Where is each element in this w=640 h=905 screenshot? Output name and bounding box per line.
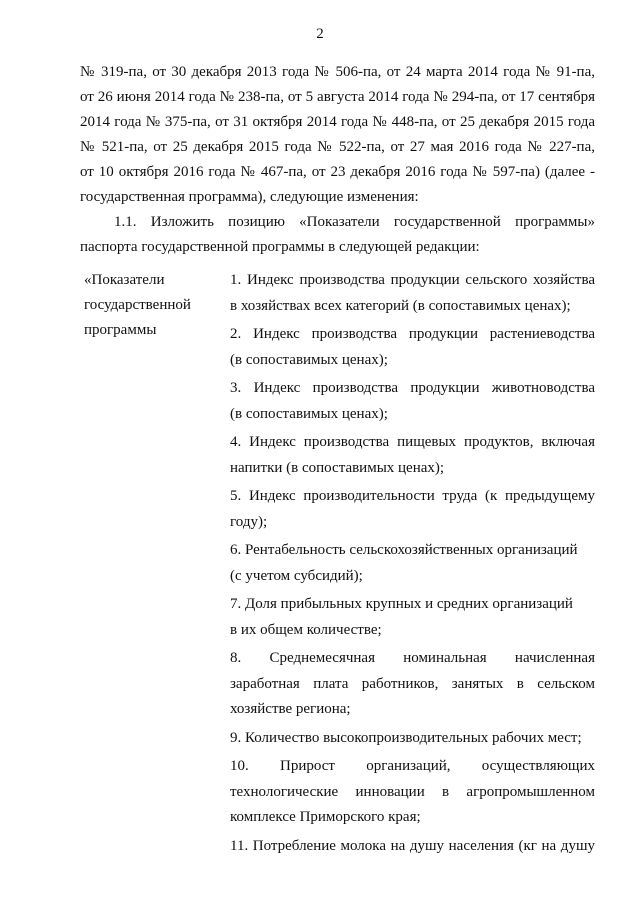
indicator-line: 8. Среднемесячная номинальная начисленная (230, 650, 595, 666)
indicator-item (230, 726, 595, 752)
intro-line: 2014 года № 375-па, от 31 октября 2014 года № 448-па, от 25 декабря 2015 года (80, 114, 595, 130)
indicator-line: напитки (в сопоставимых ценах); (230, 459, 445, 476)
indicator-item (230, 538, 595, 589)
indicator-item (230, 430, 595, 481)
indicator-line: заработная плата работников, занятых в сельском (230, 675, 595, 692)
indicator-line: 1. Индекс производства продукции сельского хозяйства (230, 272, 595, 288)
indicators-list (230, 268, 595, 862)
intro-line: № 521-па, от 25 декабря 2015 года № 522-па, от 27 мая 2016 года № 227-па, (80, 139, 595, 155)
indicator-item (230, 322, 595, 373)
indicator-item (230, 484, 595, 535)
page-number: 2 (316, 26, 324, 42)
indicator-line: (в сопоставимых ценах); (230, 351, 388, 368)
indicator-line: 10. Прирост организаций, осуществляющих (230, 758, 595, 774)
indicator-line: 4. Индекс производства пищевых продуктов, включая (230, 434, 595, 450)
indicator-item (230, 754, 595, 831)
indicator-item (230, 646, 595, 723)
indicator-item (230, 268, 595, 319)
indicator-item (230, 592, 595, 643)
intro-paragraph (80, 60, 595, 260)
indicator-line: году); (230, 513, 268, 530)
indicator-line: технологические инновации в агропромышленном (230, 783, 595, 800)
indicator-line: в хозяйствах всех категорий (в сопоставимых ценах); (230, 297, 571, 314)
heading-line: программы (84, 322, 157, 338)
indicators-heading (84, 268, 224, 343)
heading-line: государственной (84, 297, 191, 313)
indicator-line: (в сопоставимых ценах); (230, 405, 388, 422)
intro-line: от 10 октября 2016 года № 467-па, от 23 декабря 2016 года № 597-па) (далее - (80, 164, 595, 180)
indicator-line: 9. Количество высокопроизводительных рабочих мест; (230, 729, 582, 746)
indicator-item (230, 376, 595, 427)
amendment-line: 1.1. Изложить позицию «Показатели государственной программы» (114, 214, 595, 230)
indicator-line: 6. Рентабельность сельскохозяйственных организаций (230, 542, 578, 558)
intro-line: государственная программа), следующие изменения: (80, 189, 419, 205)
indicator-item (230, 834, 595, 860)
indicator-line: в их общем количестве; (230, 621, 382, 638)
indicator-line: 3. Индекс производства продукции животноводства (230, 380, 595, 396)
indicator-line: комплексе Приморского края; (230, 809, 421, 825)
indicator-line: 11. Потребление молока на душу населения (кг на душу (230, 837, 595, 854)
intro-line: № 319-па, от 30 декабря 2013 года № 506-па, от 24 марта 2014 года № 91-па, (80, 64, 595, 80)
heading-line: «Показатели (84, 272, 165, 288)
indicator-line: 2. Индекс производства продукции растениеводства (230, 326, 595, 342)
indicator-line: 5. Индекс производительности труда (к предыдущему (230, 488, 595, 504)
indicator-line: (с учетом субсидий); (230, 567, 363, 584)
intro-line: от 26 июня 2014 года № 238-па, от 5 августа 2014 года № 294-па, от 17 сентября (80, 89, 595, 105)
indicator-line: 7. Доля прибыльных крупных и средних организаций (230, 596, 573, 612)
indicator-line: хозяйстве региона; (230, 701, 351, 717)
amendment-line: паспорта государственной программы в следующей редакции: (80, 239, 480, 255)
